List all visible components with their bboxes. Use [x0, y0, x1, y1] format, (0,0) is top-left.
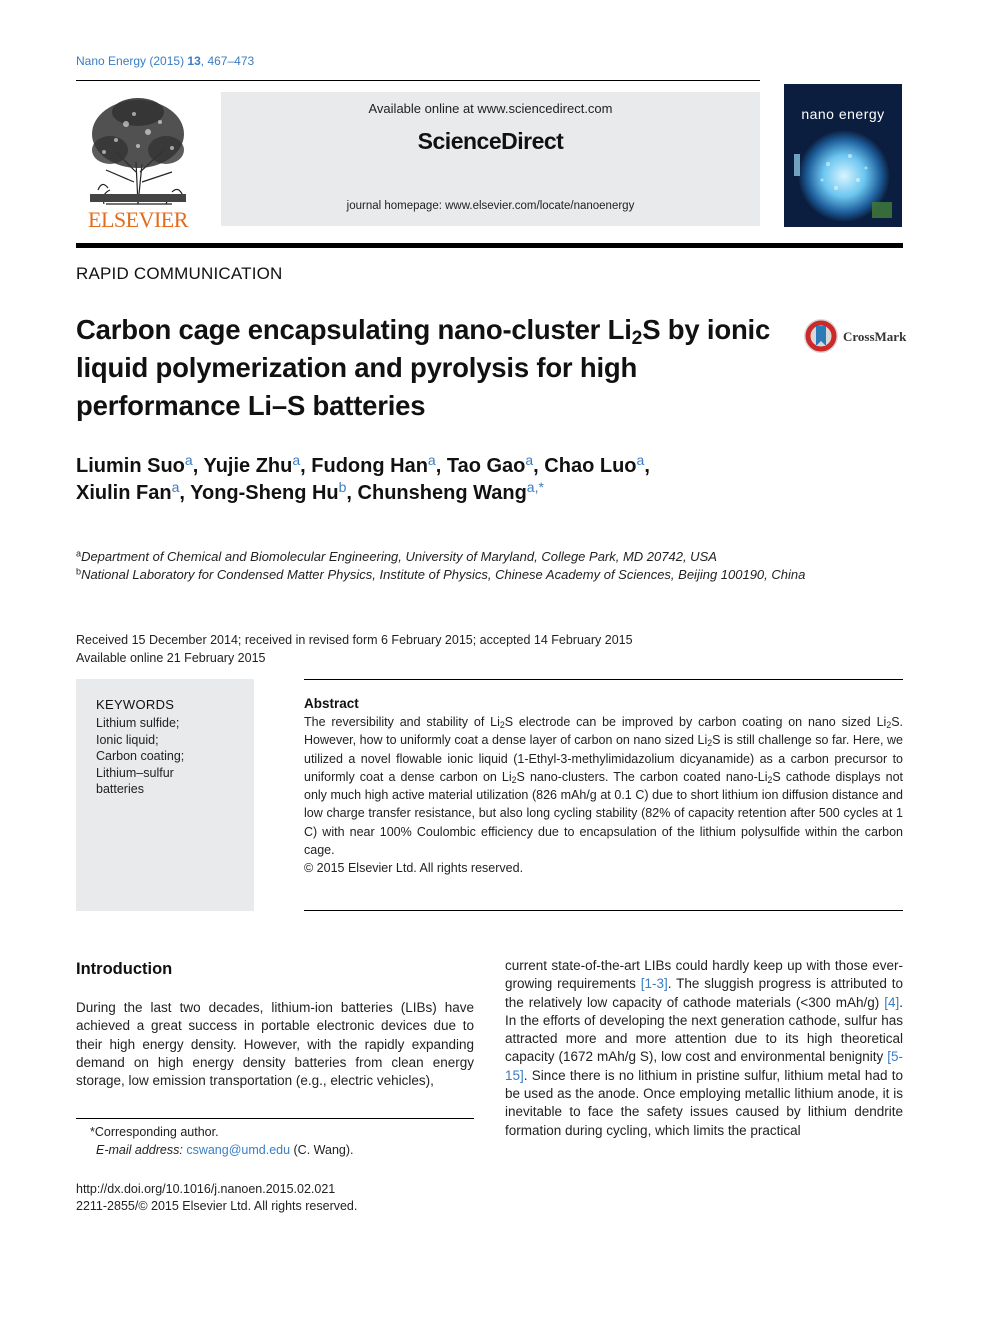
elsevier-wordmark: ELSEVIER: [88, 207, 188, 232]
keyword-item: Carbon coating;: [96, 749, 185, 763]
email-note: E-mail address: cswang@umd.edu (C. Wang).: [96, 1143, 354, 1157]
received-dates: Received 15 December 2014; received in revised form 6 February 2015; accepted 14 February 2015: [76, 633, 633, 647]
abstract-title: Abstract: [304, 696, 359, 711]
author-affiliation-link[interactable]: a: [636, 452, 645, 468]
affiliation-a: $^a$Department of Chemical and Biomolecular Engineering, University of Maryland, College Park, MD 20742, USA: [76, 548, 717, 564]
abstract-copyright: © 2015 Elsevier Ltd. All rights reserved.: [304, 861, 524, 876]
author-affiliation-link[interactable]: a,*: [526, 479, 544, 495]
citation-link[interactable]: [4]: [884, 994, 900, 1010]
author: Tao Gao$^a$,: [446, 452, 545, 477]
author: Yong-Sheng Hu$^b$,: [190, 479, 358, 504]
author-affiliation-link[interactable]: a: [171, 479, 180, 495]
abstract-text: The reversibility and stability of $Li_2S$ electrode can be improved by carbon coating on nano sized $Li_2S$. However, how to uniformly coat a dense layer of carbon on nano sized $Li_2S$ is still challenge so far. Here, we utilized a novel flowable ionic liquid (1-Ethyl-3-methylimidazolium dicyanamide) as a carbon precursor to uniformly coat a dense carbon on $Li_2S$ nano-clusters. The carbon coated nano-$Li_2S$ cathode displays not only much high active material utilization (826 mAh/g at 0.1 C) due to short lithium ion diffusion distance and low charge transfer resistance, but also long cycling stability (82% of capacity retention after 500 cycles at 1 C) with near 100% Coulombic efficiency due to encapsulation of the lithium polysulfide within the carbon cage. © 2015 Elsevier Ltd. All rights reserved.: [304, 715, 903, 876]
title-part-2: S by ionic liquid polymerization and pyrolysis for high performance Li–S batteries: [76, 314, 771, 421]
section-heading-introduction: Introduction: [76, 960, 173, 978]
footnote-divider: [76, 1118, 474, 1119]
author-affiliation-link[interactable]: b: [338, 479, 347, 495]
journal-name: Nano Energy (2015): [76, 54, 185, 68]
citation-link[interactable]: [5-15]: [505, 1049, 903, 1083]
author: Xiulin Fan$^a$,: [76, 479, 191, 504]
cover-title: nano energy: [801, 106, 885, 122]
author-affiliation-link[interactable]: a: [184, 452, 193, 468]
journal-reference[interactable]: [76, 54, 254, 68]
journal-pages: , 467–473: [200, 54, 255, 68]
article-history: [76, 631, 876, 667]
author-affiliation-link[interactable]: a: [292, 452, 301, 468]
title-subscript: 2: [631, 327, 643, 349]
affiliations: [76, 548, 876, 584]
author: Chao Luo$^a$,: [544, 452, 650, 477]
abstract-bottom-divider: [304, 910, 903, 911]
issn-copyright: 2211-2855/© 2015 Elsevier Ltd. All rights reserved.: [76, 1199, 358, 1213]
email-link[interactable]: cswang@umd.edu: [186, 1143, 291, 1157]
author: Chunsheng Wang$^{a,*}$: [357, 479, 544, 504]
citation-link[interactable]: [1-3]: [640, 976, 668, 992]
sciencedirect-title: ScienceDirect: [417, 128, 564, 154]
crossmark-label[interactable]: CrossMark: [843, 329, 907, 344]
author-affiliation-link[interactable]: a: [427, 452, 436, 468]
keyword-item: Ionic liquid;: [96, 732, 159, 747]
journal-homepage-link[interactable]: journal homepage: www.elsevier.com/locate/nanoenergy: [346, 200, 635, 212]
top-divider: [76, 80, 760, 81]
title-part-1: Carbon cage encapsulating nano-cluster Li: [76, 314, 632, 345]
available-online-text[interactable]: Available online at www.sciencedirect.com: [368, 101, 613, 116]
abstract-top-divider: [304, 679, 903, 680]
keyword-item: Lithium–sulfur batteries: [96, 765, 174, 796]
article-title: [76, 311, 776, 425]
article-type: RAPID COMMUNICATION: [76, 264, 283, 283]
keyword-item: Lithium sulfide;: [96, 716, 180, 730]
doi-link[interactable]: http://dx.doi.org/10.1016/j.nanoen.2015.02.021: [76, 1182, 336, 1196]
available-date: Available online 21 February 2015: [76, 651, 266, 665]
affiliation-b: $^b$National Laboratory for Condensed Matter Physics, Institute of Physics, Chinese Academy of Sciences, Beijing 100190, China: [76, 566, 806, 582]
author-list: [76, 453, 856, 507]
author: Yujie Zhu$^a$,: [203, 452, 312, 477]
corresponding-author-note: *Corresponding author.: [90, 1125, 219, 1139]
keywords-list: [96, 715, 216, 798]
body-text-right: current state-of-the-art LIBs could hardly keep up with those ever-growing requirements [1-3]. The sluggish progress is attributed to the relatively low capacity of cathode materials (<300 mAh/g) [4]. In the efforts of developing the next generation cathode, sulfur has attracted more and more attention due to its high theoretical capacity (1672 mAh/g S), low cost and environmental benignity [5-15]. Since there is no lithium in pristine sulfur, lithium metal had to be used as the anode. Once employing metallic lithium anode, it is inevitable to face the safety issues caused by lithium dendrite formation during cycling, which limits the practical: [505, 958, 903, 1138]
author-affiliation-link[interactable]: a: [525, 452, 534, 468]
header-thick-divider: [76, 243, 903, 248]
keywords-title: KEYWORDS: [96, 697, 175, 712]
body-text-left: During the last two decades, lithium-ion batteries (LIBs) have achieved a great success in portable electronic devices due to their high energy density. However, with the rapidly expanding demand on high energy density batteries from clean energy storage, low emission transportation (e.g., electric vehicles),: [76, 1000, 474, 1089]
journal-volume: 13: [187, 54, 201, 68]
crossmark-icon[interactable]: [803, 318, 839, 354]
author: Fudong Han$^a$,: [311, 452, 447, 477]
author: Liumin Suo$^a$,: [76, 452, 204, 477]
journal-cover[interactable]: [784, 84, 902, 227]
